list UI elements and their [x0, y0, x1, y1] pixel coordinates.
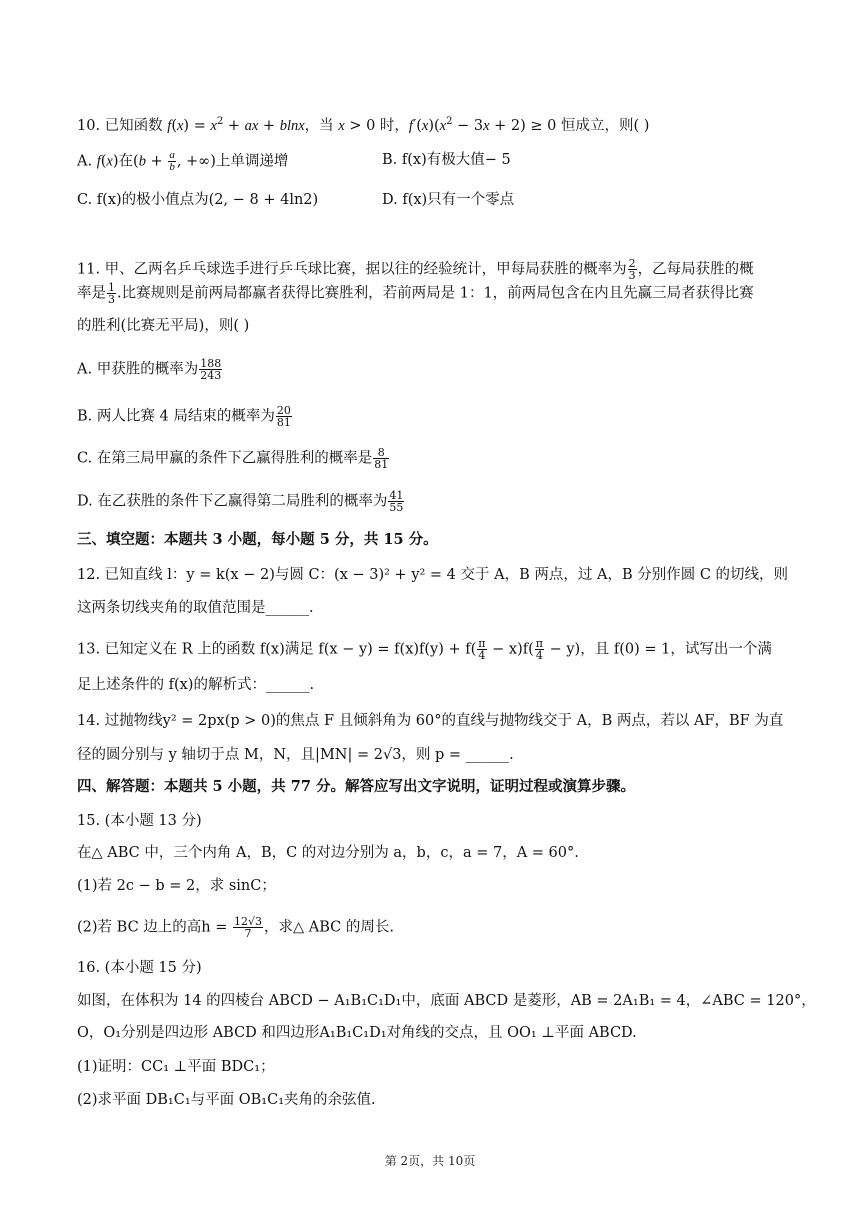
q11-line-3: 的胜利(比赛无平局)，则( )	[77, 318, 250, 334]
q11-line-1: 11. 甲、乙两名乒乓球选手进行乒乓球比赛，据以往的经验统计，甲每局获胜的概率为 $\frac{2}{3}$ ，乙每局获胜的概	[77, 257, 754, 282]
q16-part-2: (2)求平面 DB₁C₁与平面 OB₁C₁夹角的余弦值.	[77, 1092, 376, 1108]
fraction-a-over-b: $\frac{a}{b}$	[169, 149, 175, 173]
q14-line-1: 14. 过抛物线y² = 2px(p > 0)的焦点 F 且倾斜角为 60°的直线与抛物线交于 A，B 两点，若以 AF，BF 为直	[77, 713, 784, 729]
q13-line-2: 足上述条件的 f(x)的解析式：______.	[77, 677, 315, 693]
page-footer: 第 2页，共 10页	[384, 1154, 476, 1168]
q11-option-a: A. 甲获胜的概率为 $\frac{188}{243}$	[77, 357, 222, 382]
fraction-two-thirds: $\frac{2}{3}$	[628, 257, 636, 282]
section-3-heading: 三、填空题：本题共 3 小题，每小题 5 分，共 15 分。	[77, 531, 438, 548]
q10-option-a: A. f(x)在(b + $\frac{a}{b}$ , +∞)上单调递增	[77, 149, 289, 173]
q12-line-2: 这两条切线夹角的取值范围是______.	[77, 600, 314, 616]
q14-line-2: 径的圆分别与 y 轴切于点 M，N，且|MN| = 2√3，则 p = ______.	[77, 747, 514, 763]
q13-line-1: 13. 已知定义在 R 上的函数 f(x)满足 f(x − y) = f(x)f(y) + f( $\frac{\pi}{4}$ − x)f( $\frac{\pi}{4}$ − y)，且 f(0) = 1，试写出一个满	[77, 637, 772, 662]
q15-part-1: (1)若 2c − b = 2，求 sinC；	[77, 878, 276, 894]
q15-heading: 15. (本小题 13 分)	[77, 813, 202, 829]
q12-line-1: 12. 已知直线 l：y = k(x − 2)与圆 C：(x − 3)² + y² = 4 交于 A，B 两点，过 A，B 分别作圆 C 的切线，则	[77, 567, 789, 583]
q10-option-c: C. f(x)的极小值点为(2, − 8 + 4ln2)	[77, 192, 319, 208]
q16-line-1: 如图，在体积为 14 的四棱台 ABCD − A₁B₁C₁D₁中，底面 ABCD 是菱形，AB = 2A₁B₁ = 4，∠ABC = 120°，	[77, 993, 816, 1009]
q10-option-b: B. f(x)有极大值− 5	[382, 152, 511, 168]
q15-part-2: (2)若 BC 边上的高h = $\frac{12√3}{7}$ ，求△ ABC 的周长.	[77, 915, 394, 940]
q10-stem: 10. 已知函数 $f(x) = x^2$ + ax + blnx，当 x > 0 时，$f'(x)(x^2 - 3x + 2) \ge 0$ 恒成立，则( )	[77, 116, 650, 134]
q16-line-2: O，O₁分别是四边形 ABCD 和四边形A₁B₁C₁D₁对角线的交点，且 OO₁ ⊥平面 ABCD.	[77, 1025, 637, 1041]
q16-heading: 16. (本小题 15 分)	[77, 960, 202, 976]
q15-line-1: 在△ ABC 中，三个内角 A，B，C 的对边分别为 a，b，c，a = 7，A = 60°.	[77, 845, 579, 861]
fraction-height: $\frac{12√3}{7}$	[233, 915, 262, 940]
q10-option-d: D. f(x)只有一个零点	[382, 192, 515, 208]
section-4-heading: 四、解答题：本题共 5 小题，共 77 分。解答应写出文字说明，证明过程或演算步骤。	[77, 778, 635, 795]
q11-option-b: B. 两人比赛 4 局结束的概率为 $\frac{20}{81}$	[77, 404, 291, 429]
q11-option-d: D. 在乙获胜的条件下乙赢得第二局胜利的概率为 $\frac{41}{55}$	[77, 489, 404, 514]
q16-part-1: (1)证明：CC₁ ⊥平面 BDC₁；	[77, 1059, 275, 1075]
q11-option-c: C. 在第三局甲赢的条件下乙赢得胜利的概率是 $\frac{8}{81}$	[77, 446, 389, 471]
fraction-one-third: $\frac{1}{3}$	[108, 281, 115, 306]
q11-line-2: 率是 $\frac{1}{3}$ .比赛规则是前两局都赢者获得比赛胜利，若前两局是 1：1，前两局包含在内且先赢三局者获得比赛	[77, 281, 754, 306]
